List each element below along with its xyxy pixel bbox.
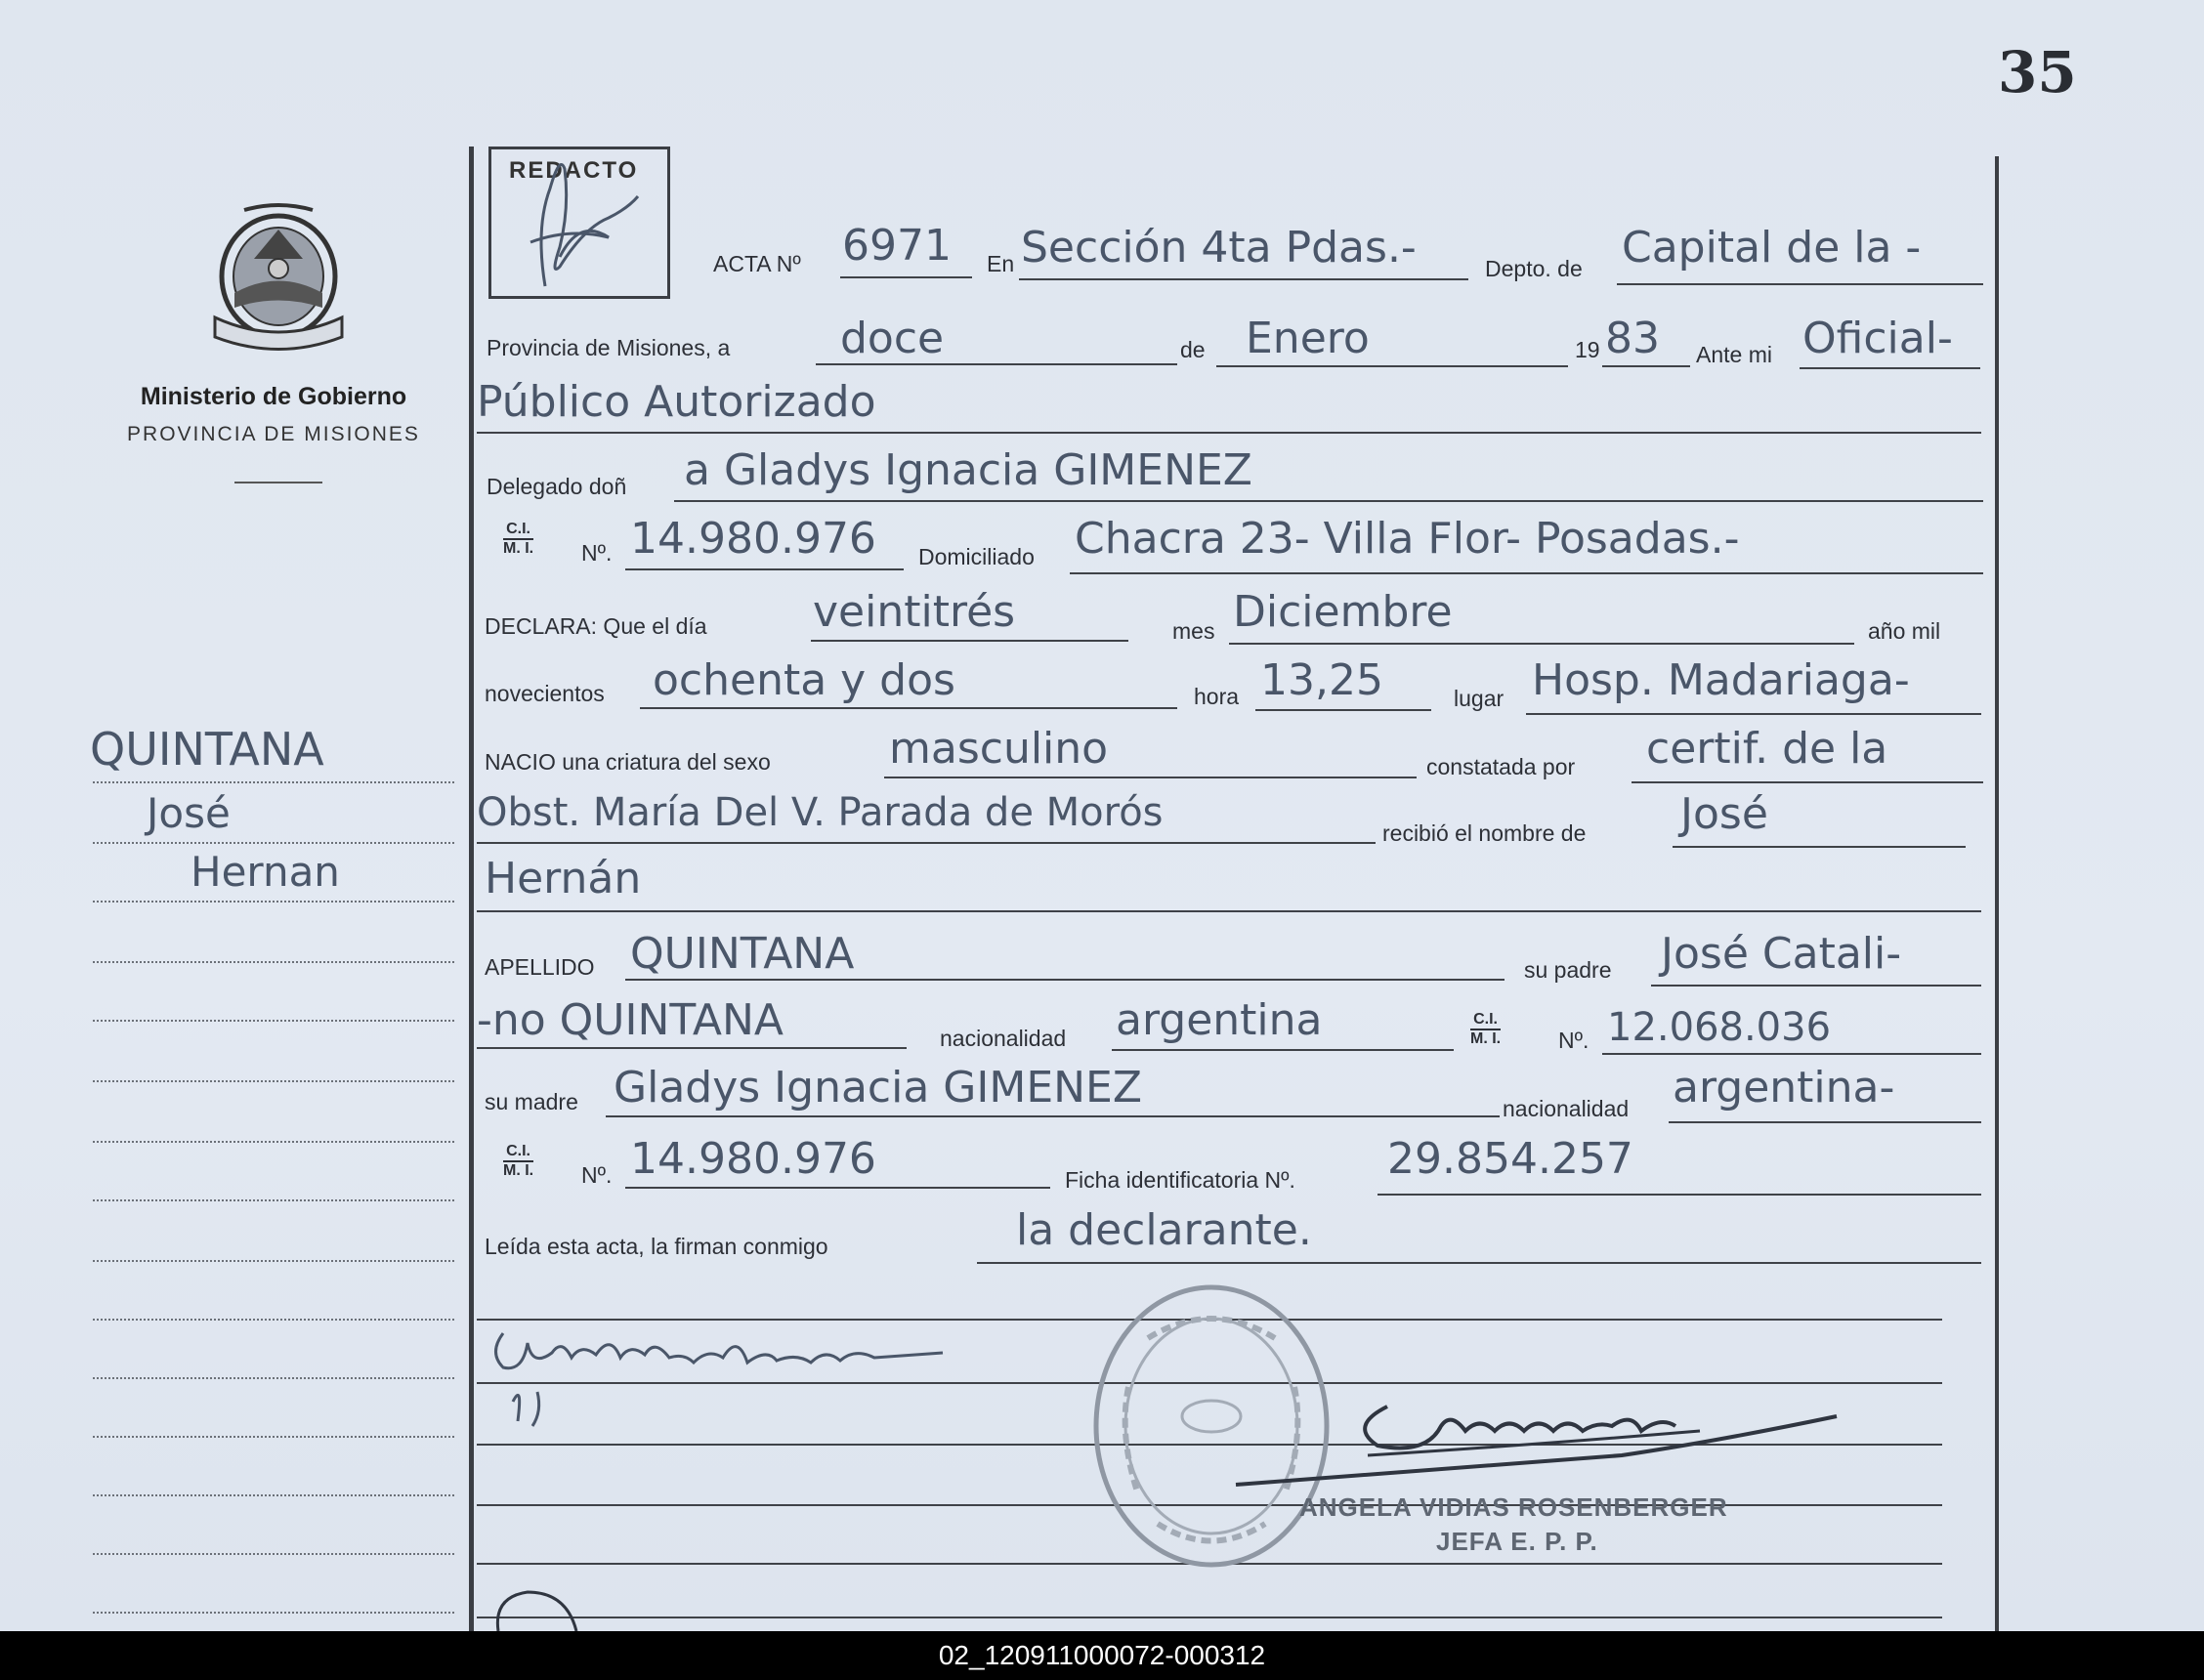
hora-label: hora — [1194, 684, 1240, 709]
madre-label: su madre — [485, 1089, 578, 1114]
novecientos-label: novecientos — [485, 681, 605, 706]
ante-value: Oficial- — [1802, 314, 1953, 363]
anio-mil-label: año mil — [1868, 618, 1941, 644]
doc-line — [625, 568, 904, 570]
margin-surname: QUINTANA — [90, 723, 324, 776]
leida-value: la declarante. — [1016, 1205, 1312, 1255]
mother-nationality-value: argentina- — [1673, 1063, 1895, 1113]
leida-label: Leída esta acta, la firman conmigo — [485, 1234, 828, 1259]
margin-line — [93, 961, 454, 963]
officer-title: JEFA E. P. P. — [1436, 1527, 1598, 1556]
mother-doc-line — [625, 1187, 1050, 1189]
margin-given-name-1: José — [147, 789, 231, 837]
day-value: doce — [840, 314, 945, 363]
margin-line — [93, 1020, 454, 1022]
child-name-line — [1673, 846, 1966, 848]
year-value: 83 — [1605, 314, 1660, 363]
margin-line — [93, 1199, 454, 1201]
mes-label: mes — [1172, 618, 1215, 644]
father-doc-number: 12.068.036 — [1607, 1005, 1832, 1050]
margin-line — [93, 842, 454, 844]
en-value: Sección 4ta Pdas.- — [1021, 223, 1417, 273]
mi-bottom: M. I. — [503, 539, 534, 557]
ficha-label: Ficha identificatoria Nº. — [1065, 1167, 1295, 1193]
birth-year-line — [640, 707, 1177, 709]
delegado-value: a Gladys Ignacia GIMENEZ — [684, 445, 1252, 495]
margin-line — [93, 1260, 454, 1262]
constatada-label: constatada por — [1426, 754, 1576, 779]
declara-label: DECLARA: Que el día — [485, 613, 707, 639]
officer-signature — [1231, 1387, 1856, 1504]
mother-ci-mi-label — [503, 1143, 533, 1179]
father-nationality-value: argentina — [1116, 995, 1323, 1045]
margin-line — [93, 1494, 454, 1496]
apellido-value: QUINTANA — [630, 929, 855, 979]
form-right-border — [1995, 156, 1999, 1631]
margin-line — [93, 1141, 454, 1143]
redacto-label: REDACTO — [509, 157, 639, 184]
depto-label: Depto. de — [1485, 256, 1583, 281]
birth-day-value: veintitrés — [813, 587, 1016, 637]
father-ci-mi-label — [1470, 1011, 1501, 1047]
father-nacionalidad-label: nacionalidad — [940, 1026, 1067, 1051]
lugar-value: Hosp. Madariaga- — [1532, 655, 1910, 705]
delegado-line — [674, 500, 1983, 502]
birth-day-line — [811, 640, 1128, 642]
sexo-value: masculino — [889, 724, 1109, 774]
margin-line — [93, 1319, 454, 1321]
row-line — [477, 842, 1376, 844]
domicilio-label: Domiciliado — [918, 544, 1035, 569]
row-line — [477, 432, 1981, 434]
ministry-header — [78, 383, 469, 446]
depto-value: Capital de la - — [1622, 223, 1922, 273]
signature-line — [477, 1617, 1942, 1618]
ante-label: Ante mi — [1696, 342, 1772, 367]
father-doc-line — [1602, 1053, 1981, 1055]
hora-value: 13,25 — [1260, 655, 1383, 705]
acta-number: 6971 — [842, 221, 952, 271]
delegado-label: Delegado doñ — [487, 474, 627, 499]
doc-no-label: Nº. — [581, 540, 613, 566]
mother-name-value: Gladys Ignacia GIMENEZ — [614, 1063, 1142, 1113]
en-label: En — [987, 251, 1015, 276]
footer-caption: 02_120911000072-000312 — [0, 1631, 2204, 1680]
margin-line — [93, 1080, 454, 1082]
margin-line — [93, 781, 454, 783]
ministry-divider — [234, 482, 322, 483]
mother-doc-number: 14.980.976 — [630, 1134, 876, 1184]
apellido-line — [625, 979, 1505, 981]
page-number: 35 — [1998, 39, 2077, 105]
declarant-doc-number: 14.980.976 — [630, 514, 876, 564]
acta-line — [840, 276, 972, 278]
margin-line — [93, 1553, 454, 1555]
child-name-continued: Hernán — [485, 854, 642, 903]
month-value: Enero — [1246, 314, 1370, 363]
mother-name-line — [606, 1115, 1500, 1117]
margin-line — [93, 901, 454, 903]
ficha-value: 29.854.257 — [1387, 1134, 1633, 1184]
clerk-initials-signature — [491, 149, 667, 296]
month-line — [1216, 365, 1568, 367]
form-left-border — [469, 147, 474, 1631]
ante-value-continued: Público Autorizado — [477, 377, 876, 427]
ci-top: C.I. — [503, 521, 533, 540]
acta-label: ACTA Nº — [713, 251, 801, 276]
mi-bottom: M. I. — [503, 1161, 534, 1179]
recibio-label: recibió el nombre de — [1382, 820, 1587, 846]
ci-top: C.I. — [503, 1143, 533, 1162]
year-line — [1602, 365, 1690, 367]
child-name-value: José — [1680, 789, 1768, 839]
father-nationality-line — [1112, 1049, 1454, 1051]
mi-bottom: M. I. — [1470, 1029, 1502, 1047]
leida-line — [977, 1262, 1981, 1264]
year-prefix: 19 — [1575, 337, 1600, 362]
row-line — [477, 910, 1981, 912]
mother-nacionalidad-label: nacionalidad — [1503, 1096, 1630, 1121]
ci-top: C.I. — [1470, 1011, 1501, 1030]
ci-mi-label — [503, 521, 533, 557]
margin-given-name-2: Hernan — [191, 848, 340, 896]
birth-year-value: ochenta y dos — [653, 655, 955, 705]
depto-line — [1617, 283, 1983, 285]
apellido-label: APELLIDO — [485, 954, 595, 980]
lugar-label: lugar — [1454, 686, 1505, 711]
father-name-value: José Catali- — [1661, 929, 1902, 979]
day-line — [816, 363, 1177, 365]
constatada-value-continued: Obst. María Del V. Parada de Morós — [477, 790, 1164, 835]
padre-label: su padre — [1524, 957, 1612, 983]
next-entry-handwriting-fragment — [488, 1587, 684, 1631]
margin-line — [93, 1436, 454, 1438]
de-label: de — [1180, 337, 1206, 362]
constatada-value: certif. de la — [1646, 724, 1888, 774]
ministry-name: Ministerio de Gobierno — [140, 383, 407, 410]
domicilio-value: Chacra 23- Villa Flor- Posadas.- — [1075, 514, 1740, 564]
margin-line — [93, 1377, 454, 1379]
officer-name: ANGELA VIDIAS ROSENBERGER — [1299, 1492, 1728, 1522]
ante-line — [1800, 367, 1980, 369]
lugar-line — [1526, 713, 1981, 715]
nacio-label: NACIO una criatura del sexo — [485, 749, 771, 775]
margin-line — [93, 1612, 454, 1614]
birth-month-line — [1229, 643, 1854, 645]
hora-line — [1255, 709, 1431, 711]
sexo-line — [884, 777, 1417, 778]
province-name: PROVINCIA DE MISIONES — [127, 423, 420, 445]
birth-month-value: Diciembre — [1233, 587, 1453, 637]
province-coat-of-arms — [205, 200, 352, 361]
en-line — [1019, 278, 1468, 280]
row-line — [477, 1047, 907, 1049]
constatada-line — [1632, 781, 1983, 783]
mother-doc-no-label: Nº. — [581, 1162, 613, 1188]
ficha-line — [1378, 1194, 1981, 1196]
father-doc-no-label: Nº. — [1558, 1028, 1589, 1053]
declarant-signature — [484, 1314, 972, 1441]
father-name-continued: -no QUINTANA — [477, 995, 784, 1045]
redacto-stamp-box — [488, 147, 670, 299]
provincia-label: Provincia de Misiones, a — [487, 335, 731, 360]
mother-nationality-line — [1669, 1121, 1981, 1123]
domicilio-line — [1070, 572, 1983, 574]
father-name-line — [1651, 985, 1981, 987]
